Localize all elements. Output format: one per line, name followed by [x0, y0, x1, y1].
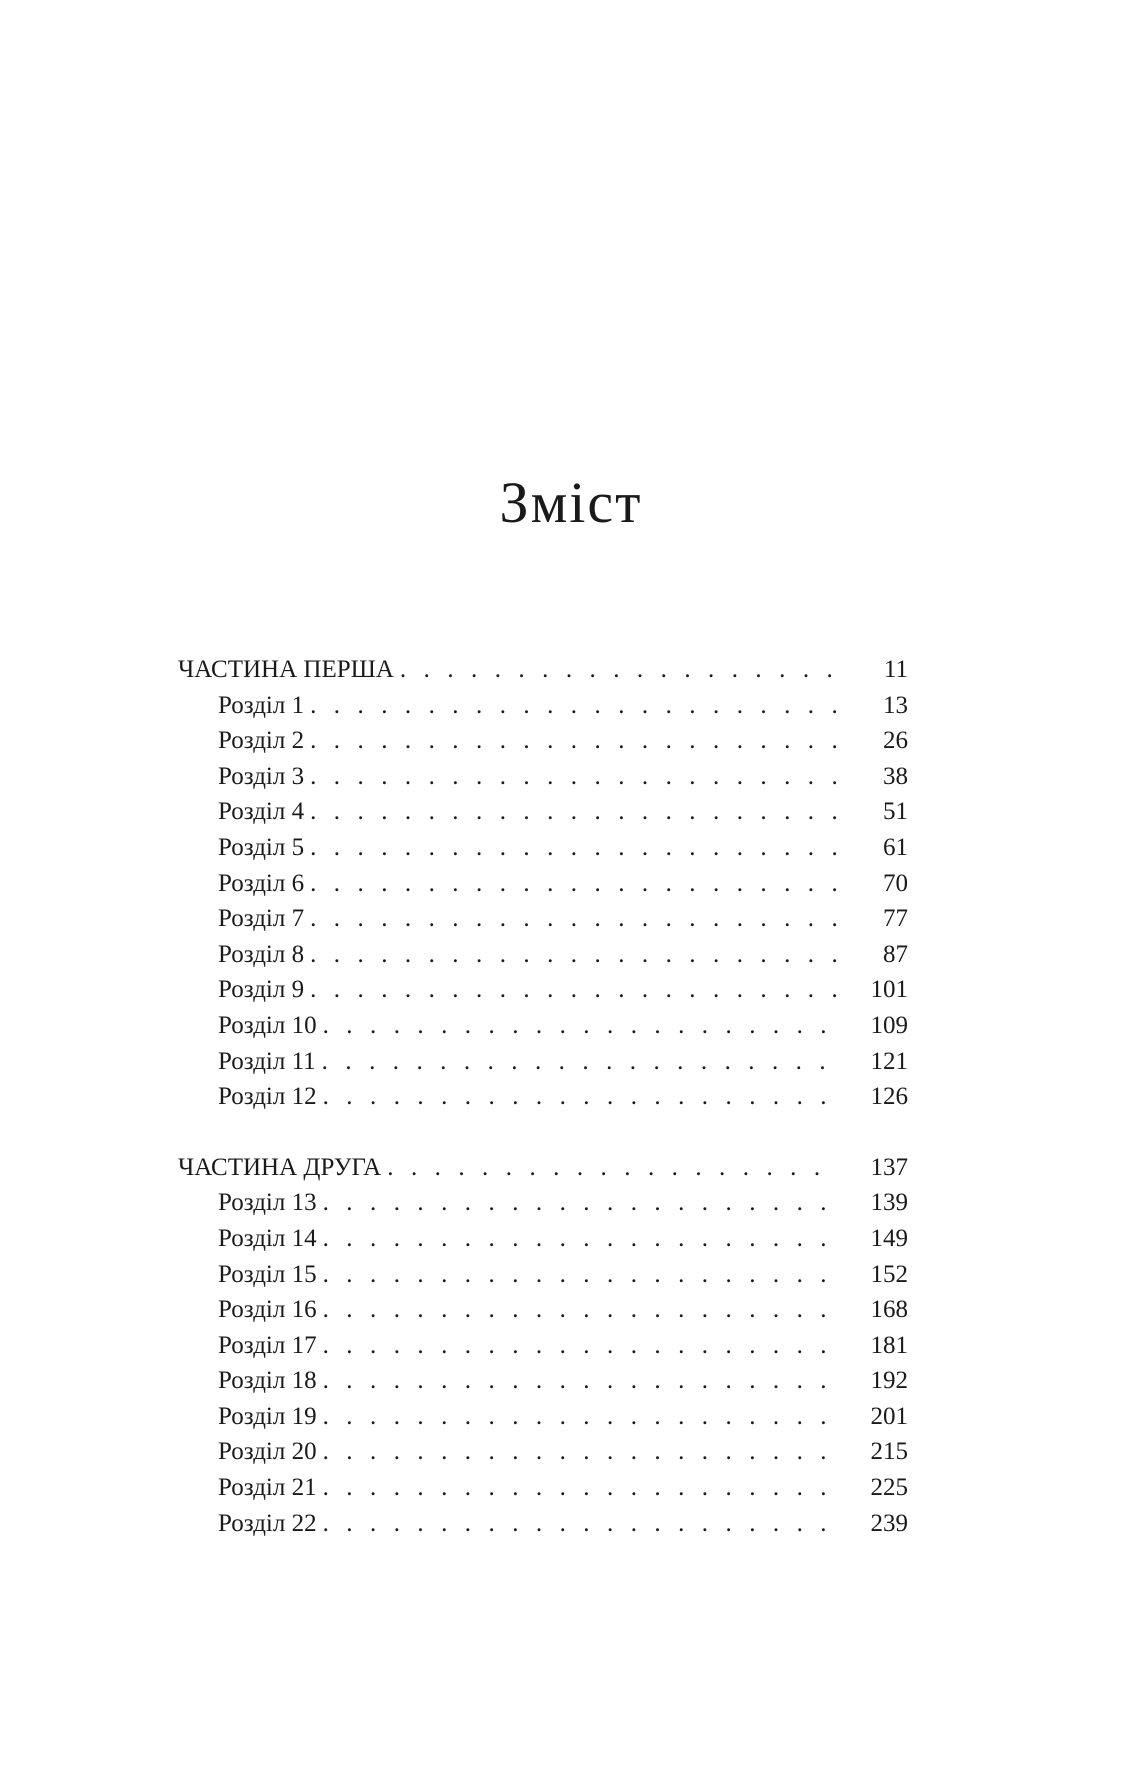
- toc-chapter-entry[interactable]: [178, 1296, 908, 1332]
- dot-leader: [387, 1154, 838, 1182]
- dot-leader: [323, 1438, 838, 1466]
- toc-part-entry[interactable]: [178, 1154, 908, 1190]
- toc-chapter-entry[interactable]: [178, 798, 908, 834]
- toc-entry-label: Розділ 12: [218, 1083, 317, 1111]
- dot-leader: [322, 1048, 838, 1076]
- toc-entry-label: Розділ 6: [218, 869, 305, 897]
- dot-leader: [323, 1332, 838, 1360]
- toc-entry-label: Розділ 15: [218, 1260, 317, 1288]
- dot-leader: [323, 1367, 838, 1395]
- toc-entry-label: Розділ 4: [218, 798, 305, 826]
- toc-page-number: 101: [870, 976, 908, 1004]
- dot-leader: [323, 1083, 838, 1111]
- dot-leader: [310, 692, 838, 720]
- toc-entry-label: ЧАСТИНА ДРУГА: [178, 1153, 382, 1181]
- toc-chapter-entry[interactable]: [178, 976, 908, 1012]
- toc-page-number: 77: [883, 905, 908, 933]
- toc-entry-label: Розділ 21: [218, 1474, 317, 1502]
- table-of-contents: [178, 656, 908, 1545]
- toc-page-number: 87: [883, 940, 908, 968]
- toc-chapter-entry[interactable]: [178, 1225, 908, 1261]
- toc-entry-label: Розділ 19: [218, 1402, 317, 1430]
- toc-entry-label: Розділ 8: [218, 940, 305, 968]
- toc-section-part-2: [178, 1154, 908, 1546]
- dot-leader: [310, 941, 838, 969]
- dot-leader: [310, 870, 838, 898]
- dot-leader: [310, 976, 838, 1004]
- dot-leader: [323, 1261, 838, 1289]
- toc-chapter-entry[interactable]: [178, 1474, 908, 1510]
- toc-entry-label: Розділ 16: [218, 1296, 317, 1324]
- toc-page-number: 225: [870, 1474, 908, 1502]
- toc-chapter-entry[interactable]: [178, 763, 908, 799]
- toc-page-number: 139: [870, 1189, 908, 1217]
- dot-leader: [310, 727, 838, 755]
- dot-leader: [323, 1510, 838, 1538]
- dot-leader: [323, 1225, 838, 1253]
- toc-chapter-entry[interactable]: [178, 870, 908, 906]
- dot-leader: [400, 656, 838, 684]
- dot-leader: [323, 1474, 838, 1502]
- dot-leader: [323, 1012, 838, 1040]
- toc-page-number: 126: [870, 1083, 908, 1111]
- toc-chapter-entry[interactable]: [178, 1261, 908, 1297]
- toc-chapter-entry[interactable]: [178, 834, 908, 870]
- toc-chapter-entry[interactable]: [178, 1083, 908, 1119]
- toc-entry-label: Розділ 5: [218, 833, 305, 861]
- toc-entry-label: Розділ 1: [218, 691, 305, 719]
- toc-chapter-entry[interactable]: [178, 1367, 908, 1403]
- dot-leader: [323, 1189, 838, 1217]
- toc-chapter-entry[interactable]: [178, 1332, 908, 1368]
- toc-entry-label: Розділ 2: [218, 727, 305, 755]
- toc-page-number: 181: [870, 1331, 908, 1359]
- dot-leader: [310, 798, 838, 826]
- toc-page-number: 11: [883, 656, 908, 683]
- toc-page-number: 51: [883, 798, 908, 826]
- dot-leader: [310, 905, 838, 933]
- toc-chapter-entry[interactable]: [178, 1048, 908, 1084]
- toc-entry-label: Розділ 3: [218, 762, 305, 790]
- toc-page-number: 239: [870, 1509, 908, 1537]
- toc-page-number: 137: [870, 1153, 908, 1181]
- toc-chapter-entry[interactable]: [178, 727, 908, 763]
- toc-page-number: 215: [870, 1438, 908, 1466]
- toc-page-number: 192: [870, 1367, 908, 1395]
- toc-chapter-entry[interactable]: [178, 1189, 908, 1225]
- toc-page-number: 70: [883, 869, 908, 897]
- toc-page-number: 13: [883, 691, 908, 719]
- toc-page-number: 109: [870, 1011, 908, 1039]
- toc-page-number: 168: [870, 1296, 908, 1324]
- toc-page-number: 121: [870, 1047, 908, 1075]
- toc-chapter-entry[interactable]: [178, 1510, 908, 1546]
- toc-chapter-entry[interactable]: [178, 905, 908, 941]
- toc-page-number: 61: [883, 833, 908, 861]
- toc-page-number: 38: [883, 762, 908, 790]
- toc-entry-label: Розділ 17: [218, 1331, 317, 1359]
- toc-page-number: 152: [870, 1260, 908, 1288]
- toc-entry-label: ЧАСТИНА ПЕРША: [178, 656, 394, 683]
- toc-chapter-entry[interactable]: [178, 692, 908, 728]
- dot-leader: [323, 1403, 838, 1431]
- toc-section-part-1: [178, 656, 908, 1119]
- toc-chapter-entry[interactable]: [178, 1012, 908, 1048]
- toc-entry-label: Розділ 11: [218, 1047, 316, 1075]
- toc-chapter-entry[interactable]: [178, 1438, 908, 1474]
- dot-leader: [323, 1296, 838, 1324]
- toc-page-number: 26: [883, 727, 908, 755]
- toc-entry-label: Розділ 14: [218, 1224, 317, 1252]
- toc-entry-label: Розділ 10: [218, 1011, 317, 1039]
- toc-entry-label: Розділ 9: [218, 976, 305, 1004]
- toc-entry-label: Розділ 20: [218, 1438, 317, 1466]
- toc-page-number: 149: [870, 1224, 908, 1252]
- dot-leader: [310, 834, 838, 862]
- page-title: Зміст: [499, 469, 643, 535]
- toc-chapter-entry[interactable]: [178, 1403, 908, 1439]
- toc-part-entry[interactable]: [178, 656, 908, 692]
- toc-entry-label: Розділ 13: [218, 1189, 317, 1217]
- toc-entry-label: Розділ 7: [218, 905, 305, 933]
- toc-page-number: 201: [870, 1402, 908, 1430]
- toc-entry-label: Розділ 18: [218, 1367, 317, 1395]
- toc-entry-label: Розділ 22: [218, 1509, 317, 1537]
- dot-leader: [310, 763, 838, 791]
- toc-chapter-entry[interactable]: [178, 941, 908, 977]
